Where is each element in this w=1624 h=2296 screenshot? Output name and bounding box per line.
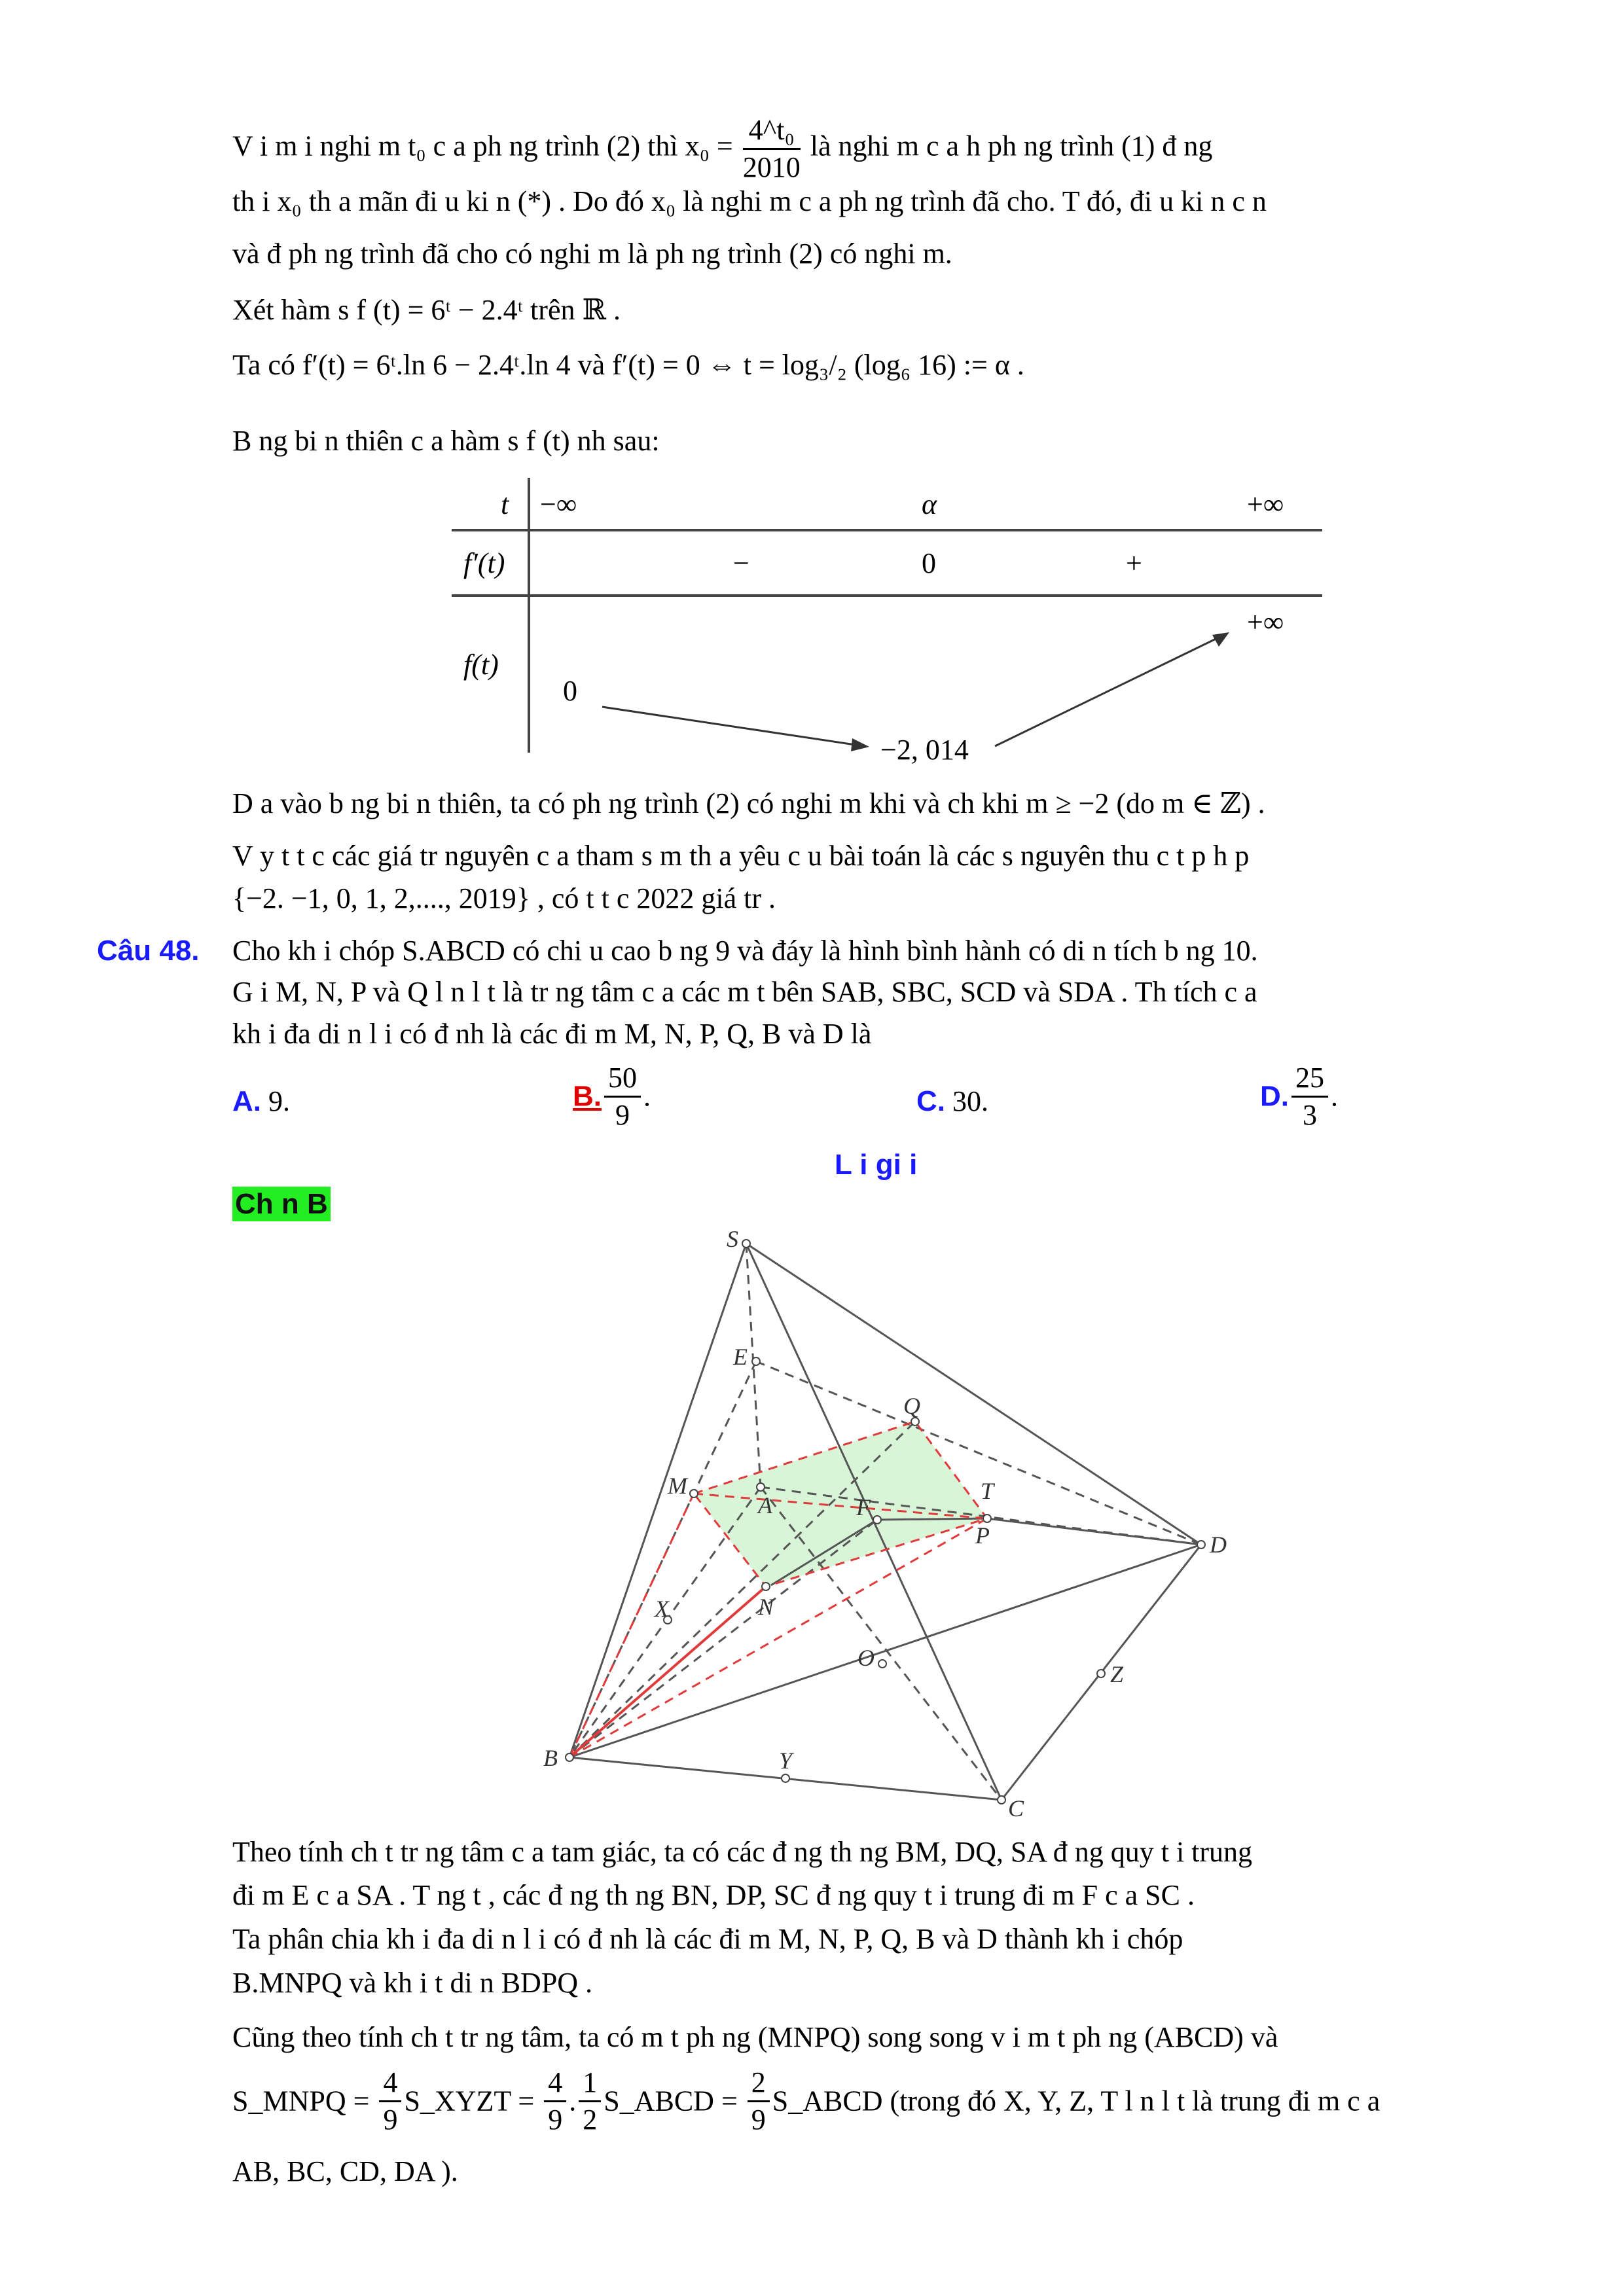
text-line: D a vào b ng bi n thiên, ta có ph ng trình (2) có nghi m khi và ch khi m ≥ −2 (do m ∈ ℤ) .: [232, 787, 1265, 819]
arrow-down: [602, 707, 864, 746]
variation-table: [445, 478, 1329, 772]
fprime-value: 0: [922, 547, 936, 579]
frac-den: 9: [615, 1099, 630, 1131]
point-e: [752, 1357, 760, 1365]
question-line: G i M, N, P và Q l n l t là tr ng tâm c a các m t bên SAB, SBC, SCD và SDA . Th tích c a: [232, 976, 1257, 1008]
fraction: [743, 113, 801, 185]
label-c: C: [1008, 1795, 1024, 1821]
t-value: +∞: [1247, 488, 1284, 520]
point-f: [873, 1516, 881, 1524]
option-d[interactable]: [1260, 1060, 1338, 1133]
option-letter: D.: [1260, 1080, 1289, 1113]
question-line: Cho kh i chóp S.ABCD có chi u cao b ng 9 và đáy là hình bình hành có di n tích b ng 10.: [232, 935, 1258, 967]
label-n: N: [758, 1594, 774, 1620]
frac-num: 4: [379, 2065, 401, 2102]
option-letter: A.: [232, 1085, 261, 1117]
fraction: [748, 2065, 770, 2138]
arrow-head: [1212, 632, 1229, 647]
label-d: D: [1210, 1532, 1227, 1558]
label-o: O: [857, 1645, 875, 1671]
text-span: là nghi m c a h ph ng trình (1) đ ng: [803, 130, 1213, 162]
label-a: A: [758, 1492, 772, 1518]
label-s: S: [727, 1226, 738, 1252]
point-a: [757, 1483, 765, 1491]
t-value: α: [922, 488, 937, 520]
f-start: 0: [563, 675, 577, 707]
arrow-head: [851, 738, 869, 751]
pyramid-figure: [537, 1224, 1257, 1826]
label-p: P: [975, 1522, 990, 1549]
f-label: f(t): [463, 649, 499, 681]
formula-part: S_MNPQ =: [232, 2085, 377, 2117]
text-line: Cũng theo tính ch t tr ng tâm, ta có m t ph ng (MNPQ) song song v i m t ph ng (ABCD) và: [232, 2021, 1278, 2053]
option-c[interactable]: [916, 1083, 988, 1120]
frac-den: 2010: [742, 151, 801, 183]
chosen-answer: [232, 1186, 331, 1223]
frac-den: 9: [751, 2104, 766, 2136]
label-q: Q: [903, 1393, 920, 1419]
text-line: Theo tính ch t tr ng tâm c a tam giác, ta có các đ ng th ng BM, DQ, SA đ ng quy t i trung: [232, 1836, 1253, 1868]
text-line: [232, 113, 1212, 185]
label-y: Y: [779, 1748, 793, 1774]
f-end: +∞: [1247, 606, 1284, 638]
point-o: [878, 1660, 886, 1668]
segment-bf: [569, 1520, 877, 1757]
fraction: [544, 2065, 566, 2138]
fraction: [1291, 1060, 1328, 1133]
chosen-answer-label: Ch n B: [232, 1187, 331, 1221]
label-e: E: [733, 1344, 748, 1370]
point-z: [1097, 1670, 1105, 1677]
point-m: [690, 1490, 698, 1498]
frac-num: 4: [544, 2065, 566, 2102]
point-b: [566, 1753, 573, 1761]
text-line: Xét hàm s f (t) = 6ᵗ − 2.4ᵗ trên ℝ .: [232, 294, 621, 326]
fprime-value: −: [733, 547, 749, 579]
option-text: 9.: [268, 1085, 290, 1117]
frac-num: 25: [1291, 1060, 1328, 1098]
label-t: T: [981, 1478, 994, 1504]
fprime-label: f′(t): [463, 547, 505, 579]
mnpq-face: [694, 1422, 987, 1587]
text-line: đi m E c a SA . T ng t , các đ ng th ng BN, DP, SC đ ng quy t i trung đi m F c a SC .: [232, 1879, 1195, 1911]
frac-num: 4^t₀: [743, 113, 801, 150]
point-s: [742, 1240, 750, 1247]
option-a[interactable]: [232, 1083, 290, 1120]
question-label: Câu 48.: [97, 935, 200, 967]
frac-num: 2: [748, 2065, 770, 2102]
fprime-value: +: [1126, 547, 1142, 579]
option-tail: .: [643, 1080, 651, 1113]
point-c: [998, 1796, 1005, 1804]
t-value: −∞: [540, 488, 577, 520]
f-min: −2, 014: [880, 734, 969, 766]
fraction: [379, 2065, 401, 2138]
text-span: V i m i nghi m t₀ c a ph ng trình (2) thì x₀ =: [232, 130, 740, 162]
point-n: [762, 1583, 770, 1590]
fraction: [604, 1060, 641, 1133]
frac-num: 50: [604, 1060, 641, 1098]
text-line: B.MNPQ và kh i t di n BDPQ .: [232, 1967, 593, 1999]
t-label: t: [501, 488, 509, 520]
segment-fp: [877, 1518, 987, 1520]
label-b: B: [543, 1745, 558, 1771]
text-line: AB, BC, CD, DA ).: [232, 2155, 458, 2187]
frac-den: 2: [583, 2104, 598, 2136]
formula-part: S_ABCD =: [604, 2085, 745, 2117]
formula-line: S_MNPQ = $\frac{4}{9}$ S_XYZT = $\frac{4}{9}$ . $\frac{1}{2}$ S_ABCD = $\frac{2}{9}$ S_ABCD (trong đó X, Y, Z, T l n l t là trung đi m c a: [232, 2065, 1380, 2138]
option-b[interactable]: [573, 1060, 651, 1133]
option-text: 30.: [952, 1085, 988, 1117]
arrow-up: [995, 635, 1224, 746]
option-letter: C.: [916, 1085, 945, 1117]
text-line: B ng bi n thiên c a hàm s f (t) nh sau:: [232, 425, 660, 457]
formula-part: S_XYZT =: [404, 2085, 542, 2117]
frac-den: 9: [548, 2104, 563, 2136]
text-line: th i x₀ th a mãn đi u ki n (*) . Do đó x₀ là nghi m c a ph ng trình đã cho. T đó, đi u ki n c n: [232, 185, 1267, 217]
option-letter: B.: [573, 1080, 602, 1113]
frac-den: 9: [383, 2104, 398, 2136]
label-z: Z: [1110, 1661, 1124, 1687]
label-m: M: [668, 1473, 687, 1499]
option-tail: .: [1331, 1080, 1338, 1113]
solution-title: L i gi i: [835, 1149, 918, 1181]
point-p: [983, 1515, 991, 1522]
text-line: và đ ph ng trình đã cho có nghi m là ph ng trình (2) có nghi m.: [232, 238, 952, 270]
point-d: [1197, 1541, 1205, 1549]
formula-part: S_ABCD (trong đó X, Y, Z, T l n l t là trung đi m c a: [772, 2085, 1380, 2117]
frac-num: 1: [579, 2065, 601, 2102]
question-line: kh i đa di n l i có đ nh là các đi m M, N, P, Q, B và D là: [232, 1018, 872, 1050]
fraction: [579, 2065, 601, 2138]
text-line: Ta có f′(t) = 6ᵗ.ln 6 − 2.4ᵗ.ln 4 và f′(t) = 0 ⇔ t = log₃/₂ (log₆ 16) := α .: [232, 349, 1024, 381]
frac-den: 3: [1303, 1099, 1317, 1131]
text-line: V y t t c các giá tr nguyên c a tham s m th a yêu c u bài toán là các s nguyên thu c t p h p: [232, 840, 1250, 872]
point-y: [782, 1774, 789, 1782]
label-x: X: [655, 1596, 669, 1622]
label-f: F: [856, 1494, 871, 1520]
text-line: Ta phân chia kh i đa di n l i có đ nh là các đi m M, N, P, Q, B và D thành kh i chóp: [232, 1923, 1183, 1955]
text-line: {−2. −1, 0, 1, 2,...., 2019} , có t t c 2022 giá tr .: [232, 882, 776, 914]
